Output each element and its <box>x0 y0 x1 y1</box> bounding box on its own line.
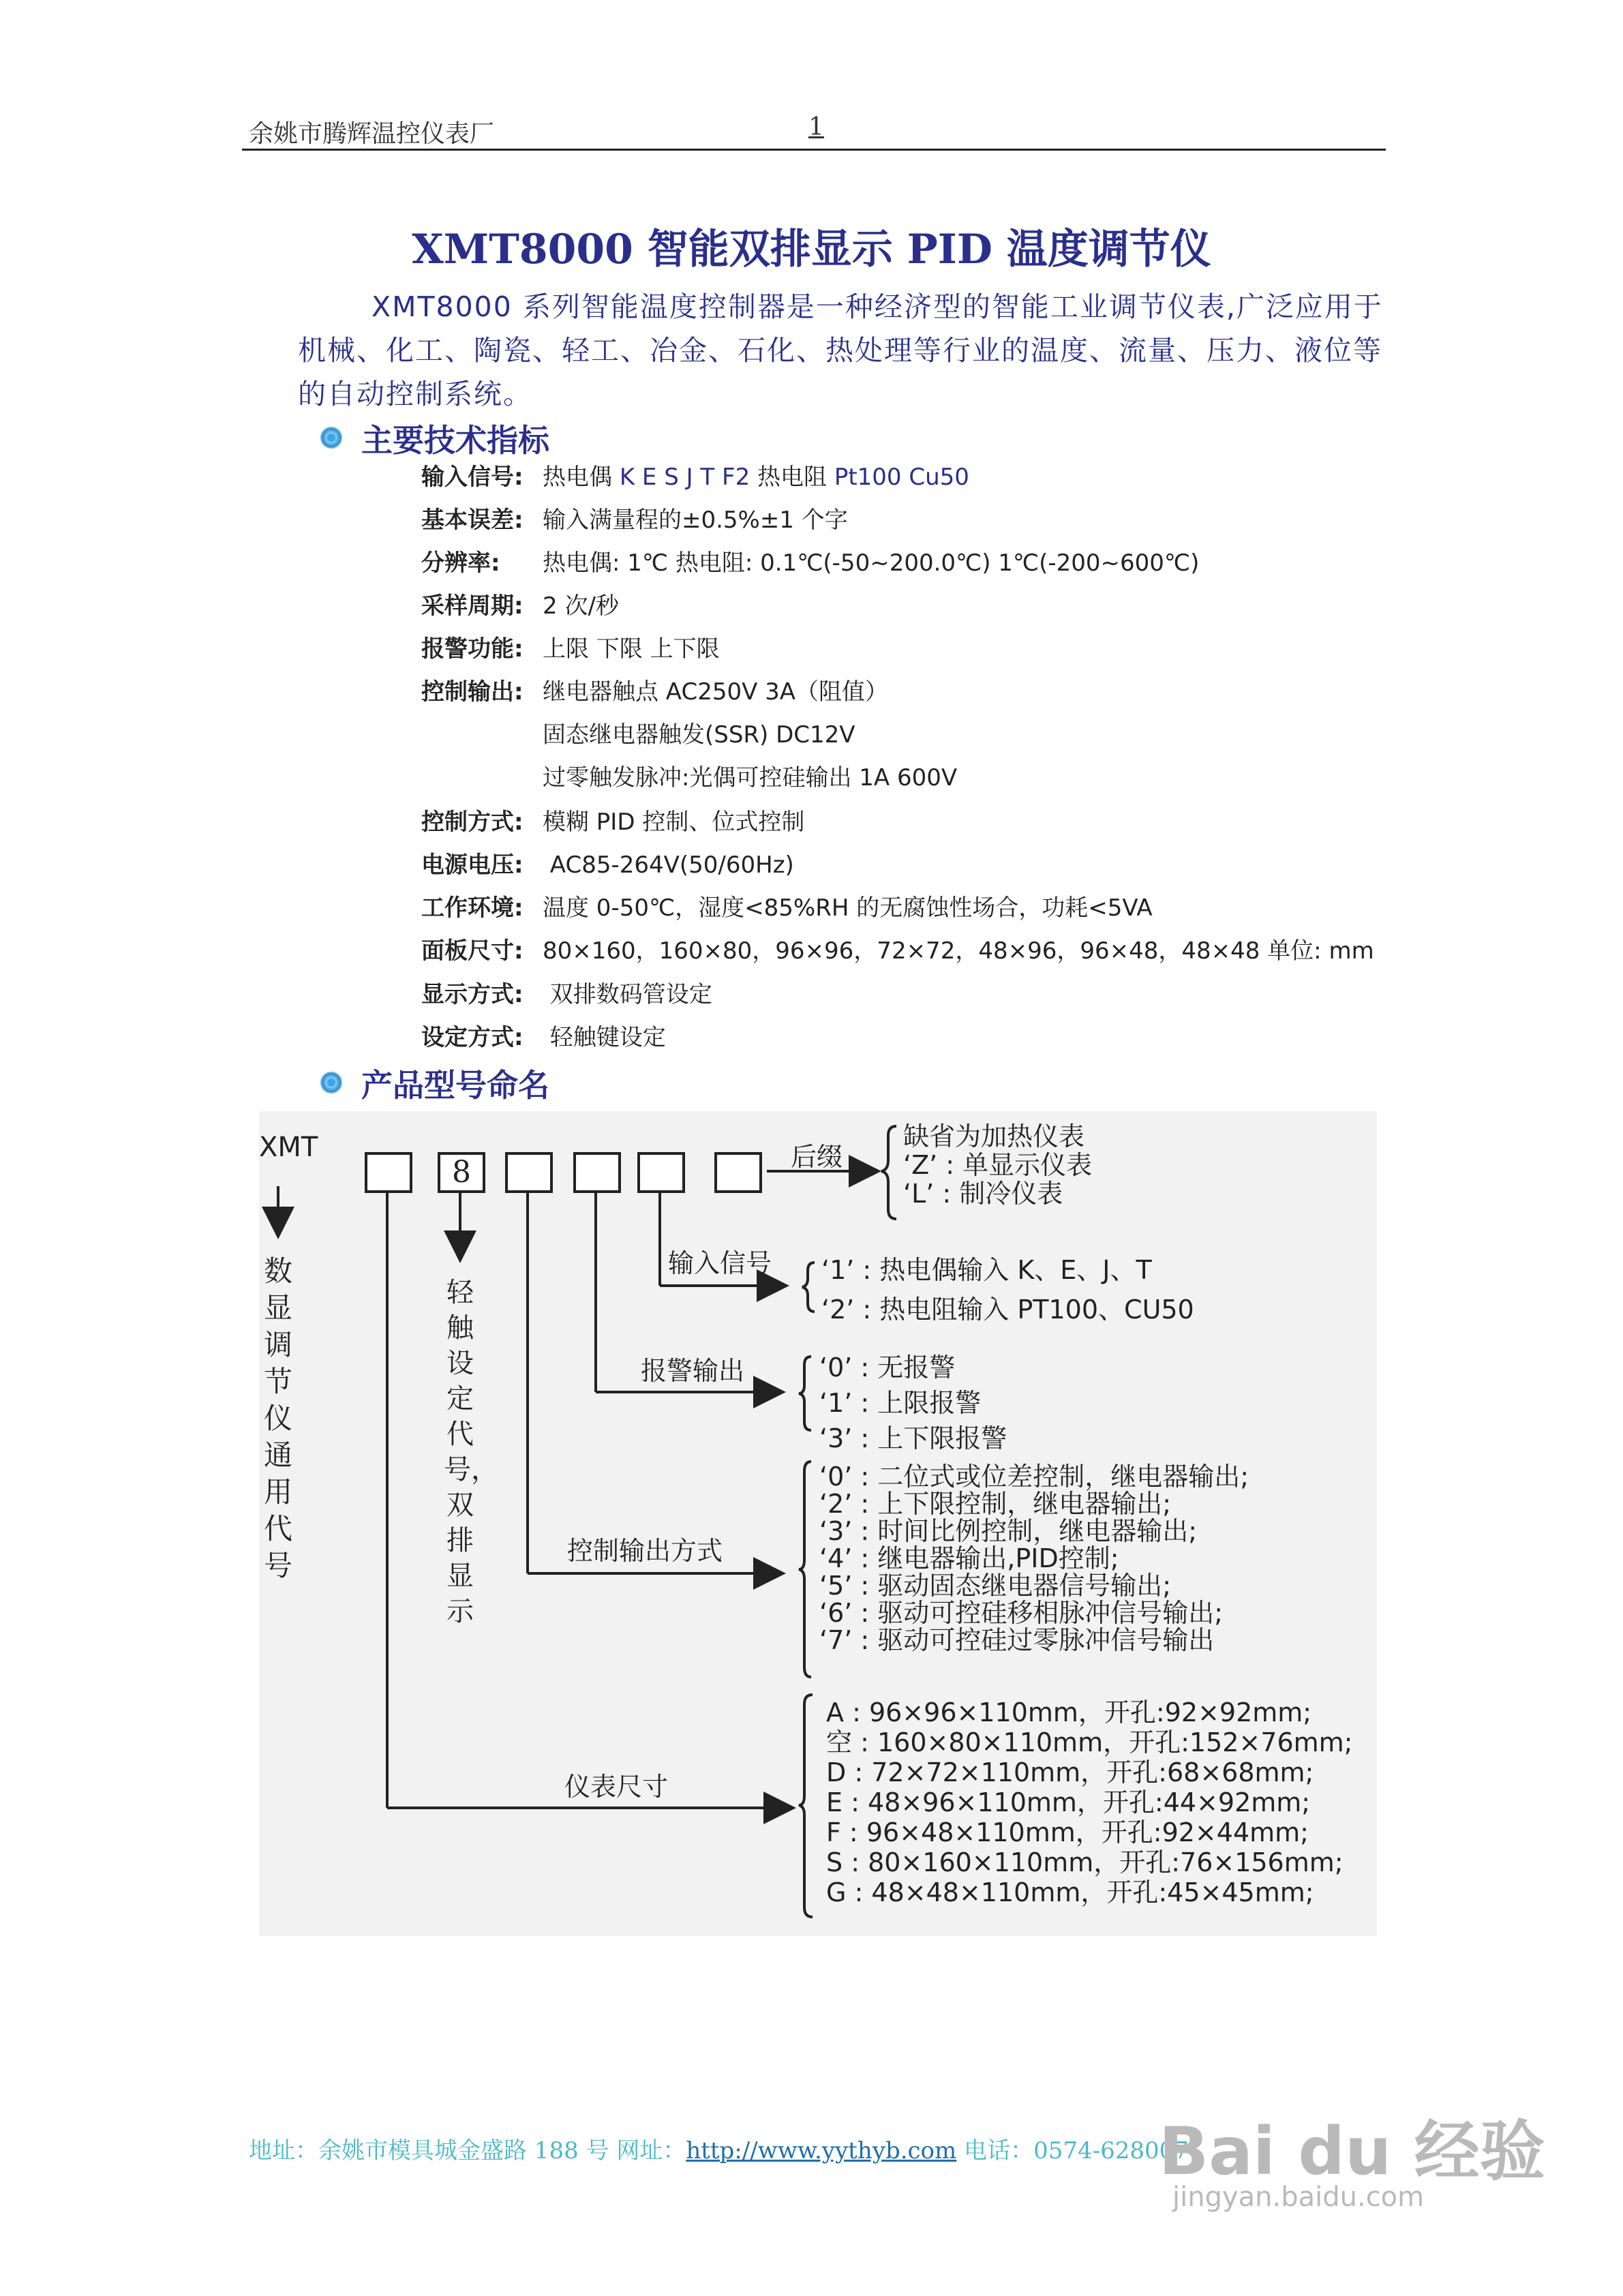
size-option: 空 : 160×80×110mm，开孔:152×76mm; <box>826 1727 1353 1757</box>
spec-value: 热电偶: 1℃ 热电阻: 0.1℃(-50~200.0℃) 1℃(-200~600℃) <box>543 549 1200 577</box>
left-vertical-label: 数显调节仪通用代号 <box>263 1254 292 1582</box>
control-option: ‘3’ : 时间比例控制，继电器输出; <box>819 1516 1198 1546</box>
alarm-option: ‘3’ : 上下限报警 <box>819 1423 1007 1453</box>
code-box-control <box>505 1152 553 1193</box>
size-option: G : 48×48×110mm，开孔:45×45mm; <box>826 1877 1314 1907</box>
footer-website-link[interactable]: http://www.yythyb.com <box>686 2137 957 2164</box>
spec-value: 模糊 PID 控制、位式控制 <box>543 809 805 836</box>
spec-value: 轻触键设定 <box>543 1024 666 1051</box>
control-option: ‘5’ : 驱动固态继电器信号输出; <box>819 1571 1172 1601</box>
suffix-options <box>903 1122 1092 1208</box>
control-option: ‘7’ : 驱动可控硅过零脉冲信号输出 <box>819 1625 1215 1655</box>
input-signal-label: 输入信号 <box>668 1248 772 1278</box>
input-option: ‘1’ : 热电偶输入 K、E、J、T <box>821 1255 1152 1285</box>
header-company: 余姚市腾辉温控仪表厂 <box>249 120 495 148</box>
spec-row <box>421 587 619 620</box>
intro-paragraph: XMT8000 系列智能温度控制器是一种经济型的智能工业调节仪表,广泛应用于机械、化工、陶瓷、轻工、冶金、石化、热处理等行业的温度、流量、压力、液位等的自动控制系统。 <box>298 290 1383 410</box>
baidu-watermark-logo: Bai du 经验 <box>1159 2113 1545 2190</box>
alarm-option: ‘0’ : 无报警 <box>819 1353 956 1383</box>
input-options <box>821 1250 1194 1329</box>
spec-value: 继电器触点 AC250V 3A（阻值） <box>543 678 889 706</box>
spec-row <box>421 803 804 836</box>
footer-address: 地址：余姚市模具城金盛路 188 号 网址： <box>249 2137 686 2164</box>
bullet-icon <box>320 1072 342 1093</box>
spec-key: 显示方式: <box>421 981 524 1008</box>
suffix-option: ‘Z’ : 单显示仪表 <box>903 1150 1093 1180</box>
spec-row <box>421 889 1153 922</box>
alarm-options <box>819 1350 1007 1456</box>
control-option: ‘4’ : 继电器输出,PID控制; <box>819 1543 1119 1573</box>
control-option: ‘2’ : 上下限控制，继电器输出; <box>819 1489 1172 1519</box>
spec-row <box>421 501 848 534</box>
spec-value: 上限 下限 上下限 <box>543 635 720 663</box>
model-prefix: XMT <box>259 1132 318 1163</box>
code-box-series: 8 <box>438 1152 485 1193</box>
spec-value: 温度 0-50℃，湿度<85%RH 的无腐蚀性场合，功耗<5VA <box>543 894 1153 922</box>
spec-row <box>421 759 957 792</box>
suffix-label: 后缀 <box>791 1142 843 1172</box>
spec-row <box>421 673 888 706</box>
code-box-alarm <box>573 1152 621 1193</box>
section-heading-specs: 主要技术指标 <box>361 422 549 459</box>
alarm-output-label: 报警输出 <box>641 1356 745 1386</box>
document-title: XMT8000 智能双排显示 PID 温度调节仪 <box>412 226 1211 273</box>
spec-value: 热电偶 <box>543 464 620 491</box>
size-options <box>826 1697 1352 1907</box>
size-option: A : 96×96×110mm，开孔:92×92mm; <box>826 1697 1312 1727</box>
spec-value: AC85-264V(50/60Hz) <box>543 851 794 879</box>
spec-key: 控制方式: <box>421 809 524 836</box>
spec-row <box>421 458 969 492</box>
spec-row <box>421 932 1374 965</box>
alarm-option: ‘1’ : 上限报警 <box>819 1388 982 1418</box>
suffix-option: ‘L’ : 制冷仪表 <box>903 1179 1063 1209</box>
code-box-input <box>637 1152 685 1193</box>
header-divider <box>242 149 1386 151</box>
bullet-icon <box>320 427 342 449</box>
spec-key: 电源电压: <box>421 851 524 879</box>
spec-row <box>421 716 855 749</box>
spec-key: 输入信号: <box>421 464 524 491</box>
spec-key: 报警功能: <box>421 635 524 663</box>
size-option: D : 72×72×110mm，开孔:68×68mm; <box>826 1757 1314 1787</box>
spec-row <box>421 544 1199 577</box>
suffix-option: 缺省为加热仪表 <box>903 1121 1085 1151</box>
input-option: ‘2’ : 热电阻输入 PT100、CU50 <box>821 1295 1194 1325</box>
spec-key: 面板尺寸: <box>421 937 524 965</box>
spec-value: 2 次/秒 <box>543 592 619 620</box>
spec-row <box>421 630 720 663</box>
footer <box>249 2132 1189 2165</box>
mid-vertical-label: 轻触设定代号，双排显示 <box>444 1277 498 1627</box>
spec-value: K E S J T F2 <box>619 464 750 491</box>
control-option: ‘0’ : 二位式或位差控制，继电器输出; <box>819 1462 1249 1492</box>
size-option: F : 96×48×110mm，开孔:92×44mm; <box>826 1817 1309 1847</box>
spec-value: 80×160，160×80，96×96，72×72，48×96，96×48，48×48 单位: mm <box>543 937 1374 965</box>
spec-key: 设定方式: <box>421 1024 524 1051</box>
spec-row <box>421 846 794 879</box>
spec-key: 基本误差: <box>421 507 524 534</box>
footer-phone: 电话：0574-628007 <box>956 2137 1189 2164</box>
spec-value: 热电阻 <box>750 464 834 491</box>
control-options <box>819 1463 1249 1654</box>
code-box-size <box>365 1152 412 1193</box>
spec-key: 采样周期: <box>421 592 524 620</box>
baidu-watermark-url: jingyan.baidu.com <box>1172 2181 1425 2213</box>
spec-value: 输入满量程的±0.5%±1 个字 <box>543 507 848 534</box>
model-naming-diagram <box>259 1111 1377 1936</box>
size-option: S : 80×160×110mm，开孔:76×156mm; <box>826 1847 1344 1877</box>
spec-value: Pt100 Cu50 <box>834 464 969 491</box>
control-output-label: 控制输出方式 <box>567 1536 723 1566</box>
spec-key: 工作环境: <box>421 894 524 922</box>
section-heading-model: 产品型号命名 <box>361 1067 549 1104</box>
control-option: ‘6’ : 驱动可控硅移相脉冲信号输出; <box>819 1598 1224 1628</box>
spec-value: 双排数码管设定 <box>543 981 712 1008</box>
size-label: 仪表尺寸 <box>564 1772 669 1802</box>
code-box-suffix <box>714 1152 762 1193</box>
size-option: E : 48×96×110mm，开孔:44×92mm; <box>826 1787 1311 1817</box>
spec-key: 分辨率: <box>421 549 500 577</box>
page-number: 1 <box>808 113 824 141</box>
spec-value: 固态继电器触发(SSR) DC12V <box>543 721 855 749</box>
spec-key: 控制输出: <box>421 678 524 706</box>
spec-value: 过零触发脉冲:光偶可控硅输出 1A 600V <box>543 764 958 791</box>
spec-row <box>421 976 712 1009</box>
spec-row <box>421 1018 666 1052</box>
